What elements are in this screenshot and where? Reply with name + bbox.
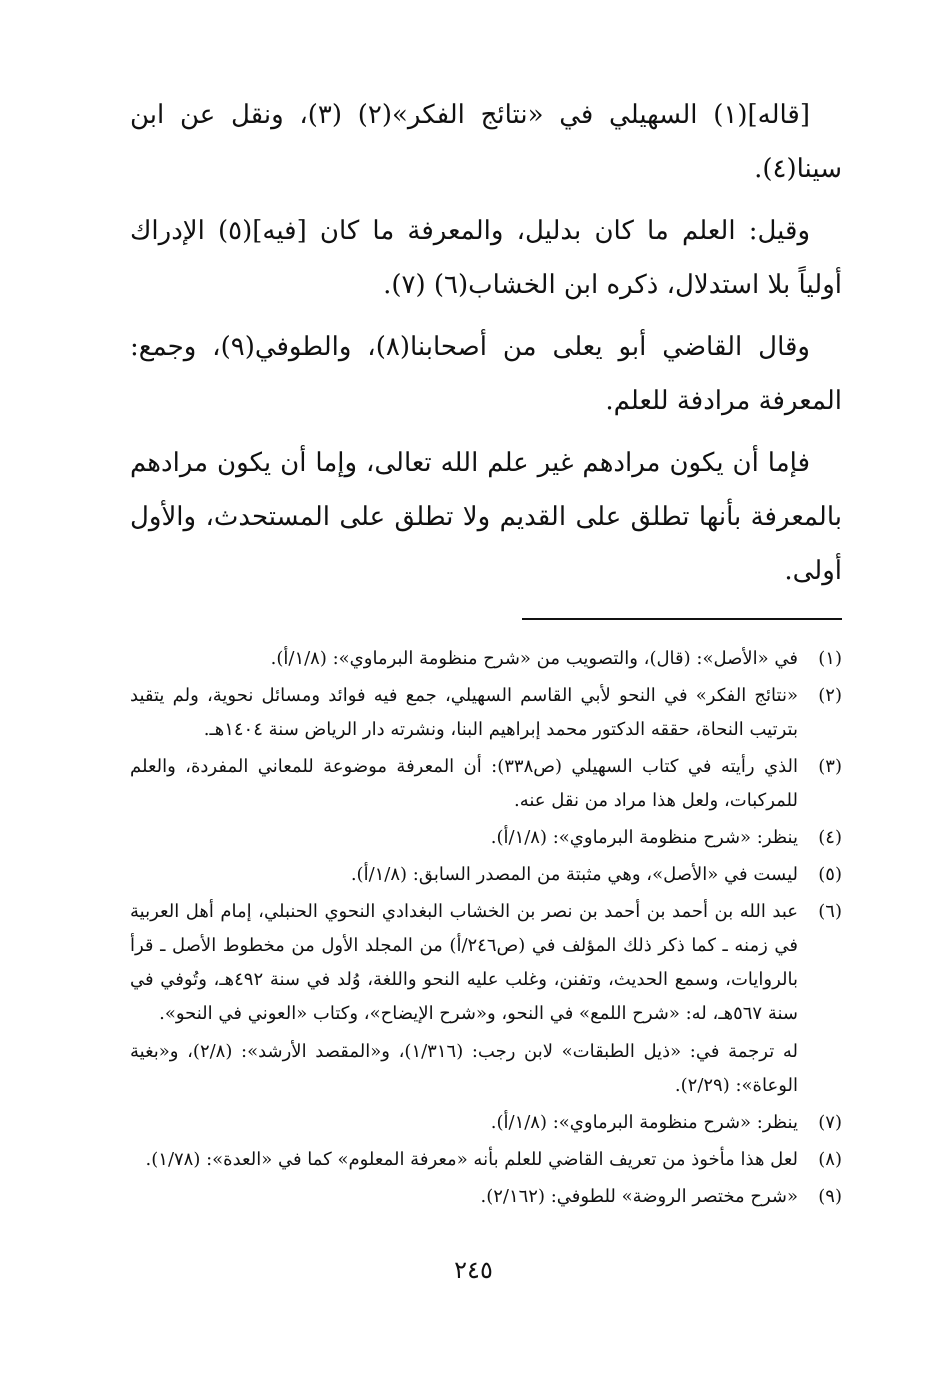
footnote-text: له ترجمة في: «ذيل الطبقات» لابن رجب: (١/٣١٦)، و«المقصد الأرشد»: (٢/٨)، و«بغية الوعاة»: (٢/٢٩). bbox=[130, 1041, 798, 1096]
footnote bbox=[130, 858, 842, 892]
footnote-text: «نتائج الفكر» في النحو لأبي القاسم السهيلي، جمع فيه فوائد ومسائل نحوية، ولم يتقيد بترتيب النحاة، حققه الدكتور محمد إبراهيم البنا، ونشرته دار الرياض سنة ١٤٠٤هـ. bbox=[130, 685, 798, 740]
footnote-text: الذي رأيته في كتاب السهيلي (ص٣٣٨): أن المعرفة موضوعة للمعاني المفردة، والعلم للمركبات، ولعل هذا مراد من نقل عنه. bbox=[130, 756, 798, 811]
footnote-number: (٣) bbox=[818, 756, 842, 777]
footnote bbox=[130, 821, 842, 855]
footnote-number: (٨) bbox=[818, 1149, 842, 1170]
footnote bbox=[130, 642, 842, 676]
footnotes bbox=[130, 642, 842, 1214]
footnote-number: (٥) bbox=[818, 864, 842, 885]
footnote-number: (٢) bbox=[818, 685, 842, 706]
footnote bbox=[130, 1106, 842, 1140]
footnote-text: «شرح مختصر الروضة» للطوفي: (٢/١٦٢). bbox=[480, 1186, 798, 1207]
main-paragraph: فإما أن يكون مرادهم غير علم الله تعالى، وإما أن يكون مرادهم بالمعرفة بأنها تطلق على القديم ولا تطلق على المستحدث، والأول أولى. bbox=[130, 448, 842, 586]
footnote-text: عبد الله بن أحمد بن أحمد بن نصر بن الخشاب البغدادي النحوي الحنبلي، إمام أهل العربية في زمنه ـ كما ذكر ذلك المؤلف في (ص٢٤٦/أ) من المجلد الأول من مخطوط الأصل ـ قرأ بالروايات، وسمع الحديث، وتفنن، وغلب عليه النحو واللغة، وُلد في سنة ٤٩٢هـ، وتُوفي في سنة ٥٦٧هـ، له: «شرح اللمع» في النحو، و«شرح الإيضاح»، وكتاب «العوني في النحو». bbox=[130, 901, 798, 1024]
main-paragraph: وقيل: العلم ما كان بدليل، والمعرفة ما كان [فيه](٥) الإدراك أولياً بلا استدلال، ذكره ابن الخشاب(٦) (٧). bbox=[130, 216, 842, 300]
footnote bbox=[130, 750, 842, 818]
main-text bbox=[130, 88, 842, 598]
footnote-number: (٤) bbox=[818, 827, 842, 848]
footnote bbox=[130, 679, 842, 747]
footnote bbox=[130, 1143, 842, 1177]
footnote-text: لعل هذا مأخوذ من تعريف القاضي للعلم بأنه «معرفة المعلوم» كما في «العدة»: (١/٧٨). bbox=[145, 1149, 798, 1170]
footnote-number: (١) bbox=[818, 648, 842, 669]
page-number: ٢٤٥ bbox=[454, 1256, 493, 1284]
footnote bbox=[130, 1180, 842, 1214]
footnote-text: ليست في «الأصل»، وهي مثبتة من المصدر السابق: (١/٨/أ). bbox=[350, 864, 798, 885]
footnote-text: ينظر: «شرح منظومة البرماوي»: (١/٨/أ). bbox=[490, 827, 798, 848]
footnote-number: (٩) bbox=[818, 1186, 842, 1207]
page-content bbox=[130, 88, 842, 1217]
footnote-number: (٦) bbox=[818, 901, 842, 922]
main-paragraph: [قاله](١) السهيلي في «نتائج الفكر»(٢) (٣)، ونقل عن ابن سينا(٤). bbox=[130, 100, 842, 184]
footnote-text: في «الأصل»: (قال)، والتصويب من «شرح منظومة البرماوي»: (١/٨/أ). bbox=[270, 648, 798, 669]
footnote bbox=[130, 895, 842, 1103]
main-paragraph: وقال القاضي أبو يعلى من أصحابنا(٨)، والطوفي(٩)، وجمع: المعرفة مرادفة للعلم. bbox=[130, 332, 842, 416]
footnote-number: (٧) bbox=[818, 1112, 842, 1133]
footnote-text: ينظر: «شرح منظومة البرماوي»: (١/٨/أ). bbox=[490, 1112, 798, 1133]
footnote-separator bbox=[522, 618, 842, 620]
